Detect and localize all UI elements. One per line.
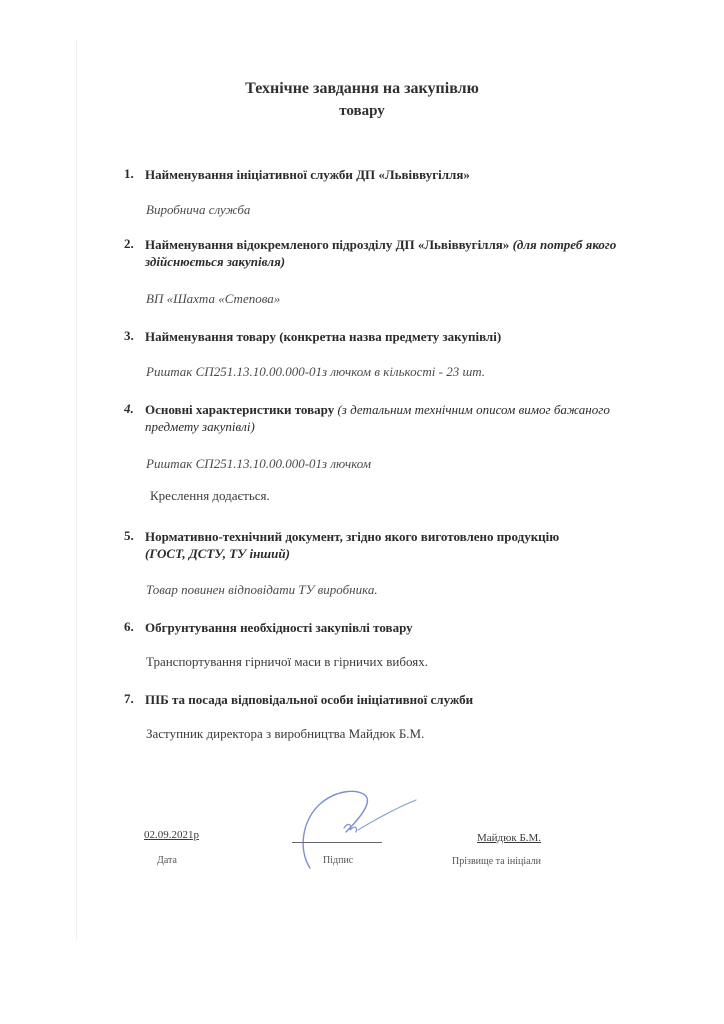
section-6-heading: Обгрунтування необхідності закупівлі товару: [145, 620, 413, 635]
section-4-number: 4.: [124, 401, 134, 416]
section-7-answer: Заступник директора з виробництва Майдюк Б.М.: [146, 726, 425, 741]
section-2-answer: ВП «Шахта «Степова»: [146, 291, 281, 306]
signature-line: [292, 842, 382, 843]
section-5-heading: Нормативно-технічний документ, згідно якого виготовлено продукцію (ГОСТ, ДСТУ, ТУ інший): [145, 529, 560, 561]
section-1-number: 1.: [124, 166, 134, 181]
handwritten-signature: [288, 780, 428, 880]
name-value: Майдюк Б.М.: [477, 832, 542, 844]
section-6-answer: Транспортування гірничої маси в гірничих вибоях.: [146, 654, 428, 669]
section-5-answer: Товар повинен відповідати ТУ виробника.: [146, 582, 378, 597]
section-7-number: 7.: [124, 691, 134, 706]
scan-edge-line: [76, 40, 77, 940]
signature-label: Підпис: [323, 855, 354, 866]
section-3-answer: Риштак СП251.13.10.00.000-01з лючком в кількості - 23 шт.: [146, 364, 486, 379]
section-7-heading: ПІБ та посада відповідальної особи ініціативної служби: [145, 692, 474, 707]
document-title: Технічне завдання на закупівлю: [245, 80, 479, 97]
section-4-answer: Риштак СП251.13.10.00.000-01з лючком: [146, 456, 372, 471]
date-label: Дата: [157, 855, 177, 866]
section-4-answer-2: Креслення додається.: [150, 488, 270, 503]
section-4-heading: Основні характеристики товару (з детальним технічним описом вимог бажаного предмету закупівлі): [145, 402, 610, 434]
section-2-heading: Найменування відокремленого підрозділу ДП «Львіввугілля» (для потреб якого здійснюється закупівля): [145, 237, 617, 269]
section-3-number: 3.: [124, 328, 134, 343]
section-4-note: (з детальним технічним описом вимог бажаного предмету закупівлі): [145, 402, 610, 434]
document-subtitle: товару: [339, 103, 385, 119]
name-label: Прізвище та ініціали: [452, 856, 541, 867]
section-3-heading: Найменування товару (конкретна назва предмету закупівлі): [145, 329, 502, 344]
section-6-number: 6.: [124, 619, 134, 634]
section-5-heading-2: (ГОСТ, ДСТУ, ТУ інший): [145, 546, 290, 561]
section-5-number: 5.: [124, 528, 134, 543]
section-1-answer: Виробнича служба: [146, 202, 251, 217]
section-2-note: (для потреб якого здійснюється закупівля): [145, 237, 617, 269]
date-value: 02.09.2021р: [144, 829, 199, 841]
section-2-number: 2.: [124, 236, 134, 251]
section-1-heading: Найменування ініціативної служби ДП «Львіввугілля»: [145, 167, 470, 182]
